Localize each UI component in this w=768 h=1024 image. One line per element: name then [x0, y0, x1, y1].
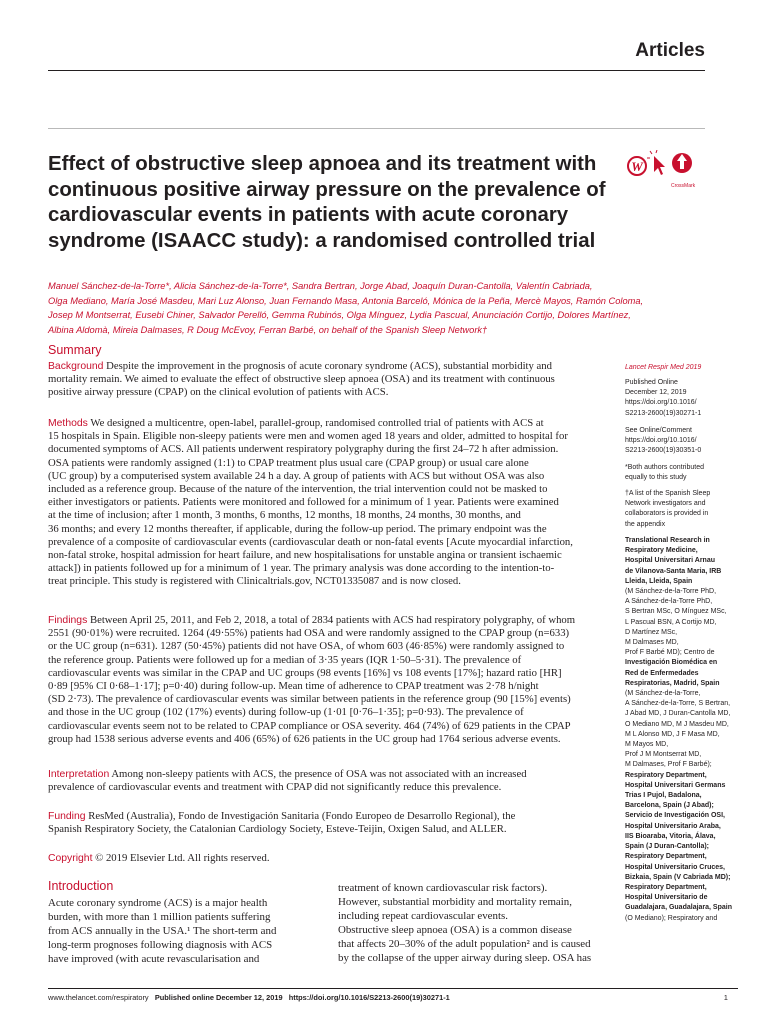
abstract-line: included as a reference group. Because of the nature of the intervention, the trial intervention could not be masked to — [48, 483, 548, 496]
abstract-line: 15 hospitals in Spain. Eligible non-sleepy patients were men and women aged 18 years and older, admitted to hospital for — [48, 430, 568, 443]
body-line: treatment of known cardiovascular risk factors). — [338, 882, 548, 894]
sidebar-line: Published Online — [625, 379, 678, 386]
section-heading: Funding — [48, 811, 86, 822]
title-line: syndrome (ISAACC study): a randomised controlled trial — [48, 229, 596, 252]
affiliation-line: (M Sánchez-de-la-Torre PhD, — [625, 588, 717, 596]
abstract-line: prevalence of a composite of cardiovascular events (cardiovascular death or non-fatal events [Acute myocardial infarction, — [48, 535, 573, 548]
affiliation-line: Lleida, Lleida, Spain — [625, 577, 693, 585]
abstract-line: OSA patients were randomly assigned (1:1) to CPAP treatment plus usual care (CPAP group) or usual care alone — [48, 456, 529, 469]
footer-doi-link[interactable]: https://doi.org/10.1016/S2213-2600(19)30271-1 — [288, 993, 450, 1002]
sidebar-journal — [625, 363, 740, 373]
affiliation-line: Respiratory Medicine, — [625, 547, 698, 555]
affiliation-line: J Abad MD, J Duran-Cantolla MD, — [625, 710, 731, 718]
page-footer — [48, 993, 450, 1002]
affiliation-line: Prof F Barbé MD); Centro de — [625, 649, 715, 657]
abstract-line: and those in the UC group (102 (17%) events) during follow-up (1·01 [0·76–1·35]; p=0·93). The prevalence of — [48, 706, 524, 719]
abstract-line: documented symptoms of ACS. All patients underwent respiratory polygraphy during the first 24–72 h after admission. — [48, 443, 559, 456]
abstract-line: mortality remain. We aimed to evaluate the effect of obstructive sleep apnoea (OSA) and its treatment with continuous — [48, 373, 555, 386]
doi-link[interactable]: S2213-2600(19)30271-1 — [625, 409, 702, 417]
footer-published: Published online December 12, 2019 — [154, 993, 283, 1002]
affiliation-line: O Mediano MD, M J Masdeu MD, — [625, 720, 729, 728]
body-line: Obstructive sleep apnoea (OSA) is a common disease — [338, 924, 572, 936]
abstract-line: (UC group) by a computerised system available 24 h a day. A group of patients with ACS but without OSA was also — [48, 469, 545, 482]
affiliation-line: Respiratory Department, — [625, 883, 707, 891]
affiliation-line: de Vilanova-Santa Maria, IRB — [625, 567, 722, 575]
sidebar-published — [625, 378, 740, 419]
body-line: burden, with more than 1 million patients suffering — [48, 911, 271, 923]
sidebar-line: collaborators is provided in — [625, 510, 709, 518]
abstract-line: Findings Between April 25, 2011, and Feb 2, 2018, a total of 2834 patients with ACS had respiratory polygraphy, of whom — [48, 614, 576, 626]
abstract-line: either investigators or patients. Patients were monitored and followed for a minimum of 1 year. Patients were examined — [48, 496, 559, 509]
title-line: cardiovascular events in patients with acute coronary — [48, 204, 569, 226]
affiliation-line: Hospital Universitario de — [625, 894, 708, 902]
sidebar-line: Network investigators and — [625, 500, 706, 508]
abstract-copyright — [48, 852, 615, 865]
affiliation-line: Trias I Pujol, Badalona, — [625, 792, 702, 800]
author-line: Olga Mediano, María José Masdeu, Mari Luz Alonso, Juan Fernando Masa, Antonia Barceló, Mónica de la Peña, Mercè Mayos, Ramón Coloma, — [48, 295, 644, 306]
affiliation-line: Hospital Universitari Germans — [625, 781, 726, 789]
abstract-line: Spanish Respiratory Society, the Catalonian Cardiology Society, Esteve-Teijin, Oxigen Salud, and ALLER. — [48, 823, 507, 836]
journal-website-link[interactable]: www.thelancet.com/respiratory — [48, 993, 149, 1002]
affiliation-line: D Martínez MSc, — [625, 628, 678, 636]
comment-link[interactable]: S2213-2600(19)30351-0 — [625, 447, 702, 455]
abstract-findings — [48, 614, 615, 746]
affiliation-line: Bizkaia, Spain (V Cabriada MD); — [625, 873, 731, 881]
crossmark-icon — [672, 153, 692, 173]
author-list — [48, 279, 644, 337]
sidebar-note-network — [625, 489, 740, 530]
abstract-line: 2551 (90·01%) were recruited. 1264 (49·55%) patients had OSA and were randomly assigned to the CPAP group (n=633) — [48, 627, 570, 640]
affiliation-line: Servicio de Investigación OSI, — [625, 812, 725, 820]
body-line: have improved (with acute revascularisation and — [48, 953, 260, 965]
abstract-line: Methods We designed a multicentre, open-label, parallel-group, randomised controlled trial of patients with ACS at — [48, 417, 544, 429]
sidebar-line: the appendix — [625, 520, 666, 528]
abstract-funding — [48, 810, 615, 836]
title-divider — [48, 128, 705, 129]
affiliation-line: Prof J M Montserrat MD, — [625, 751, 702, 759]
abstract-line: Funding ResMed (Australia), Fondo de Investigación Sanitaria (Fondo Europeo de Desarrollo Regional), the — [48, 810, 516, 822]
abstract-line: cardiovascular events was similar in the CPAP and UC groups (98 events [16%] vs 108 events [17%]; hazard ratio [HR] — [48, 666, 562, 679]
sidebar-affiliations — [625, 536, 740, 924]
affiliation-line: Hospital Universitari Arnau — [625, 557, 715, 565]
abstract-line: the reference group. Patients were followed up for a median of 3·35 years (IQR 1·50–5·31). The prevalence of — [48, 653, 522, 666]
section-heading: Interpretation — [48, 769, 110, 780]
affiliation-line: S Bertran MSc, O Mínguez MSc, — [625, 608, 727, 616]
abstract-line: (SD 2·73). The prevalence of cardiovascular events was similar between patients in the reference group (90 [15%] events) — [48, 693, 571, 706]
affiliation-line: Translational Research in — [625, 537, 710, 544]
sidebar-line: *Both authors contributed — [625, 464, 704, 471]
abstract-line: 36 months; and every 12 months thereafter, if applicable, during the follow-up period. The primary endpoint was the — [48, 522, 547, 535]
abstract-interpretation — [48, 768, 615, 794]
affiliation-line: Hospital Universitario Araba, — [625, 822, 721, 830]
sidebar-see-also — [625, 426, 740, 457]
abstract-line: positive airway pressure (CPAP) on the clinical evolution of patients with ACS. — [48, 386, 389, 399]
body-line: including repeat cardiovascular events. — [338, 910, 508, 922]
abstract-methods — [48, 417, 615, 589]
abstract-line: group had 1538 serious adverse events and 406 (65%) of 626 patients in the UC group had 1764 serious adverse events. — [48, 732, 561, 745]
sidebar-line: See Online/Comment — [625, 427, 692, 434]
body-line: Acute coronary syndrome (ACS) is a major health — [48, 897, 268, 909]
affiliation-line: Investigación Biomédica en — [625, 659, 718, 667]
cursor-icon — [647, 150, 665, 175]
summary-heading: Summary — [48, 343, 102, 357]
author-line: Albina Aldomà, Mireia Dalmases, R Doug McEvoy, Ferran Barbé, on behalf of the Spanish Sleep Network† — [48, 324, 488, 335]
abstract-line: Background Despite the improvement in the prognosis of acute coronary syndrome (ACS), substantial morbidity and — [48, 360, 552, 372]
lancet-w-icon — [628, 157, 646, 175]
article-title — [48, 152, 606, 254]
affiliation-line: A Sánchez-de-la-Torre, S Bertran, — [625, 700, 731, 708]
title-line: Effect of obstructive sleep apnoea and its treatment with — [48, 153, 597, 175]
affiliation-line: Respiratory Department, — [625, 853, 707, 861]
abstract-background — [48, 360, 615, 400]
abstract-line: non-fatal stroke, hospital admission for heart failure, and new hospitalisations for unstable angina or transient ischaemic — [48, 549, 562, 562]
body-line: long-term prognoses following diagnosis with ACS — [48, 939, 273, 951]
article-logos — [626, 150, 698, 184]
abstract-line: or the UC group (n=631). 1287 (50·45%) patients did not have OSA, of whom 603 (46·85%) were randomly assigned to — [48, 640, 565, 653]
affiliation-line: Respiratorias, Madrid, Spain — [625, 679, 720, 687]
affiliation-line: M Dalmases, Prof F Barbé); — [625, 761, 712, 769]
abstract-line: attack]) in patients followed up for a minimum of 1 year. The primary analysis was done according to the intention-to- — [48, 562, 555, 575]
affiliation-line: Hospital Universitario Cruces, — [625, 863, 725, 871]
comment-link[interactable]: https://doi.org/10.1016/ — [625, 437, 697, 445]
sidebar-line: equally to this study — [625, 474, 687, 482]
crossmark-label[interactable]: CrossMark — [671, 183, 696, 189]
svg-text:W: W — [631, 159, 643, 174]
page-number: 1 — [723, 993, 728, 1002]
affiliation-line: L Pascual BSN, A Cortijo MD, — [625, 618, 717, 626]
affiliation-line: Guadalajara, Guadalajara, Spain — [625, 904, 732, 912]
affiliation-line: Spain (J Duran-Cantolla); — [625, 843, 710, 851]
author-line: Manuel Sánchez-de-la-Torre*, Alicia Sánchez-de-la-Torre*, Sandra Bertran, Jorge Abad, Joaquín Duran-Cantolla, Valentín Cabriada, — [48, 281, 593, 291]
intro-left-column — [48, 896, 324, 966]
sidebar-note-equal — [625, 463, 740, 483]
affiliation-line: A Sánchez-de-la-Torre PhD, — [625, 598, 713, 606]
affiliation-line: M Dalmases MD, — [625, 639, 679, 647]
intro-right-column — [338, 881, 614, 965]
sidebar-line: December 12, 2019 — [625, 389, 687, 397]
section-heading: Copyright — [48, 853, 93, 864]
affiliation-line: (O Mediano); Respiratory and — [625, 914, 718, 922]
section-heading: Background — [48, 361, 104, 372]
section-heading: Methods — [48, 418, 88, 429]
abstract-line: Copyright © 2019 Elsevier Ltd. All rights reserved. — [48, 852, 270, 864]
header-rule — [48, 70, 705, 71]
abstract-line: cardiovascular events seem not to be related to CPAP compliance or OSA severity. 464 (74%) of 629 patients in the CPAP — [48, 719, 571, 732]
sidebar-line: †A list of the Spanish Sleep — [625, 490, 711, 497]
abstract-line: at the time of inclusion; after 1 month, 3 months, 6 months, 12 months, 18 months, 24 months, 30 months, and — [48, 509, 521, 522]
abstract-line: 0·89 [95% CI 0·68–1·17]; p=0·40) during follow-up. Mean time of adherence to CPAP treatment was 2·78 h/night — [48, 680, 539, 693]
affiliation-line: Respiratory Department, — [625, 771, 707, 779]
journal-citation: Lancet Respir Med 2019 — [625, 364, 702, 371]
body-line: However, substantial morbidity and mortality remain, — [338, 896, 572, 908]
introduction-heading: Introduction — [48, 879, 114, 893]
affiliation-line: IIS Bioaraba, Vitoria, Álava, — [625, 832, 716, 840]
body-line: from ACS annually in the USA.¹ The short-term and — [48, 925, 277, 937]
title-line: continuous positive airway pressure on the prevalence of — [48, 178, 606, 201]
section-heading: Findings — [48, 615, 88, 626]
affiliation-line: (M Sánchez-de-la-Torre, — [625, 690, 701, 698]
affiliation-line: Red de Enfermedades — [625, 669, 699, 677]
abstract-line: Interpretation Among non-sleepy patients with ACS, the presence of OSA was not associated with an increased — [48, 768, 527, 780]
footer-rule — [48, 988, 738, 989]
body-line: by the collapse of the upper airway during sleep. OSA has — [338, 952, 592, 964]
affiliation-line: Barcelona, Spain (J Abad); — [625, 802, 714, 810]
affiliation-line: M L Alonso MD, J F Masa MD, — [625, 730, 720, 738]
abstract-line: prevalence of cardiovascular events and treatment with CPAP did not significantly reduce this prevalence. — [48, 781, 502, 794]
author-line: Josep M Montserrat, Eusebi Chiner, Salvador Perelló, Gemma Rubinós, Olga Mínguez, Lydia Pascual, Anunciación Cortijo, Dolores Martínez, — [48, 310, 631, 321]
body-line: that affects 20–30% of the adult population² and is caused — [338, 938, 591, 950]
abstract-line: treat principle. This study is registered with Clinicaltrials.gov, NCT01335087 and is now closed. — [48, 575, 461, 588]
section-label: Articles — [635, 40, 705, 61]
doi-link[interactable]: https://doi.org/10.1016/ — [625, 399, 697, 407]
affiliation-line: M Mayos MD, — [625, 741, 669, 749]
